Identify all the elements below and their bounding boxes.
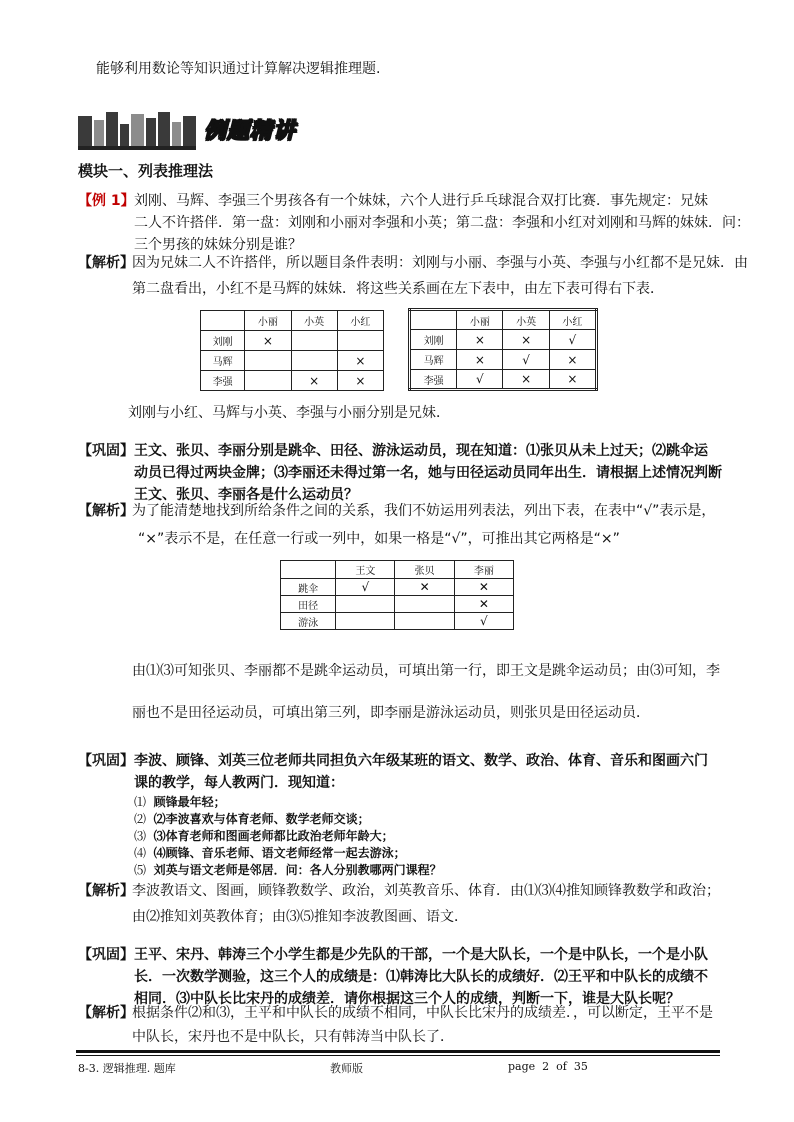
table-cell: × — [291, 371, 337, 391]
example-line: 三个男孩的妹妹分别是谁？ — [134, 237, 302, 253]
table-cell: × — [549, 350, 596, 370]
solution-line: 中队长，宋丹也不是中队长，只有韩涛当中队长了． — [132, 1029, 454, 1045]
solution-line: 为了能清楚地找到所给条件之间的关系，我们不妨运用列表法，列出下表，在表中“√”表示是， — [132, 503, 716, 519]
right-relation-table — [408, 308, 598, 391]
table-cell: √ — [454, 613, 513, 630]
banner-title: 例题精讲 — [204, 119, 297, 144]
practice-line: 王平、宋丹、韩涛三个小学生都是少先队的干部，一个是大队长，一个是中队长，一个是小队 — [134, 947, 708, 963]
condition-item: ⑴ 顾锋最年轻； — [134, 795, 226, 809]
practice-tag: 【巩固】 — [78, 947, 134, 963]
table-cell: × — [337, 371, 383, 391]
practice-tag: 【巩固】 — [78, 443, 134, 459]
table-header: 李丽 — [454, 561, 513, 579]
table-cell — [336, 596, 395, 613]
table-cell — [336, 613, 395, 630]
table-cell: × — [245, 331, 291, 351]
table-header: 小英 — [291, 311, 337, 331]
solution-2-body — [132, 500, 715, 550]
solution-tag: 【解析】 — [78, 1005, 134, 1021]
table-header — [410, 310, 457, 330]
table-cell: √ — [457, 370, 503, 390]
footer-center: 教师版 — [330, 1062, 363, 1075]
solution-line: 第二盘看出，小红不是马辉的妹妹．将这些关系画在左下表中，由左下表可得右下表． — [132, 281, 664, 297]
table-header: 张贝 — [395, 561, 454, 579]
condition-item: ⑷ ⑷顾锋、音乐老师、语文老师经常一起去游泳； — [134, 846, 406, 860]
practice-line: 王文、张贝、李丽各是什么运动员？ — [134, 487, 358, 503]
row-label: 跳伞 — [281, 579, 336, 596]
condition-item: ⑶ ⑶体育老师和图画老师都比政治老师年龄大； — [134, 829, 394, 843]
table-cell: √ — [336, 579, 395, 596]
page-number: page 2 of 35 — [508, 1060, 588, 1073]
table-cell: × — [503, 330, 549, 350]
solution-1-body — [132, 252, 748, 300]
row-label: 马辉 — [410, 350, 457, 370]
condition-item: ⑸ 刘英与语文老师是邻居．问：各人分别教哪两门课程？ — [134, 863, 442, 877]
table-header: 小英 — [503, 310, 549, 330]
practice-line: 长．一次数学测验，这三个人的成绩是：⑴韩涛比大队长的成绩好．⑵王平和中队长的成绩不 — [134, 969, 708, 985]
table-header: 小红 — [337, 311, 383, 331]
solution-tag: 【解析】 — [78, 503, 134, 519]
table-header: 小丽 — [457, 310, 503, 330]
solution-line: 因为兄妹二人不许搭伴，所以题目条件表明：刘刚与小丽、李强与小英、李强与小红都不是兄妹．由 — [132, 255, 748, 271]
practice-1-body — [134, 440, 722, 506]
table-cell: ✕ — [395, 579, 454, 596]
table-cell — [395, 613, 454, 630]
footer-rule-thick — [76, 1050, 720, 1053]
condition-item: ⑵ ⑵李波喜欢与体育老师、数学老师交谈； — [134, 812, 370, 826]
table-cell: ✕ — [454, 579, 513, 596]
practice-line: 李波、顾锋、刘英三位老师共同担负六年级某班的语文、数学、政治、体育、音乐和图画六门 — [134, 753, 708, 769]
row-label: 李强 — [410, 370, 457, 390]
practice-tag: 【巩固】 — [78, 753, 134, 769]
table-cell: ✕ — [454, 596, 513, 613]
condition-list — [134, 794, 442, 879]
practice-line: 课的教学，每人教两门．现知道： — [134, 775, 344, 791]
solution-line: 由⑴⑶可知张贝、李丽都不是跳伞运动员，可填出第一行，即王文是跳伞运动员；由⑶可知，李 — [132, 663, 720, 679]
row-label: 游泳 — [281, 613, 336, 630]
footer-rule-thin — [76, 1055, 720, 1056]
module-title: 模块一、列表推理法 — [78, 162, 214, 180]
bookshelf-icon — [78, 110, 196, 146]
solution-4-body — [132, 1002, 713, 1048]
solution-line: 由⑵推知刘英教体育；由⑶⑸推知李波教图画、语文． — [132, 909, 468, 925]
practice-line: 王文、张贝、李丽分别是跳伞、田径、游泳运动员，现在知道：⑴张贝从未上过天；⑵跳伞运 — [134, 443, 708, 459]
table-cell: × — [457, 330, 503, 350]
row-label: 马辉 — [201, 351, 245, 371]
section-banner — [78, 108, 300, 150]
athlete-table — [280, 560, 514, 630]
table-header — [201, 311, 245, 331]
row-label: 李强 — [201, 371, 245, 391]
practice-2-body — [134, 750, 708, 794]
table-cell: √ — [549, 330, 596, 350]
row-label: 田径 — [281, 596, 336, 613]
table-header: 小丽 — [245, 311, 291, 331]
solution-3-body — [132, 880, 720, 928]
solution-conclusion: 刘刚与小红、马辉与小英、李强与小丽分别是兄妹． — [128, 405, 450, 421]
solution-tag: 【解析】 — [78, 255, 134, 271]
table-cell: × — [337, 351, 383, 371]
example-line: 二人不许搭伴．第一盘：刘刚和小丽对李强和小英；第二盘：李强和小红对刘刚和马辉的妹妹．问： — [134, 215, 750, 231]
table-cell: × — [457, 350, 503, 370]
table-header: 王文 — [336, 561, 395, 579]
practice-3-body — [134, 944, 708, 1010]
table-cell — [395, 596, 454, 613]
table-cell — [291, 331, 337, 351]
table-header: 小红 — [549, 310, 596, 330]
table-header — [281, 561, 336, 579]
solution-line: 根据条件⑵和⑶，王平和中队长的成绩不相同，中队长比宋丹的成绩差．，可以断定，王平不是 — [132, 1005, 713, 1021]
table-cell: × — [503, 370, 549, 390]
table-cell: √ — [503, 350, 549, 370]
footer-left: 8-3. 逻辑推理. 题库 — [78, 1062, 176, 1075]
table-cell — [291, 351, 337, 371]
row-label: 刘刚 — [410, 330, 457, 350]
table-cell: × — [549, 370, 596, 390]
table-cell — [337, 331, 383, 351]
solution-line: 丽也不是田径运动员，可填出第三列，即李丽是游泳运动员，则张贝是田径运动员． — [132, 705, 650, 721]
solution-line: 李波教语文、图画，顾锋教数学、政治，刘英教音乐、体育．由⑴⑶⑷推知顾锋教数学和政治； — [132, 883, 720, 899]
solution-tag: 【解析】 — [78, 883, 134, 899]
practice-line: 动员已得过两块金牌；⑶李丽还未得过第一名，她与田径运动员同年出生．请根据上述情况判断 — [134, 465, 722, 481]
solution-line: “×”表示不是，在任意一行或一列中，如果一格是“√”，可推出其它两格是“×” — [138, 531, 620, 547]
left-relation-table — [200, 310, 384, 391]
table-cell — [245, 351, 291, 371]
intro-text: 能够利用数论等知识通过计算解决逻辑推理题. — [96, 61, 381, 77]
example-line: 刘刚、马辉、李强三个男孩各有一个妹妹，六个人进行乒乓球混合双打比赛．事先规定：兄妹 — [134, 193, 708, 209]
row-label: 刘刚 — [201, 331, 245, 351]
practice-line: 相同．⑶中队长比宋丹的成绩差．请你根据这三个人的成绩，判断一下，谁是大队长呢？ — [134, 991, 680, 1007]
example-1-body — [134, 190, 750, 256]
table-cell — [245, 371, 291, 391]
example-tag: 【例 1】 — [78, 193, 135, 209]
